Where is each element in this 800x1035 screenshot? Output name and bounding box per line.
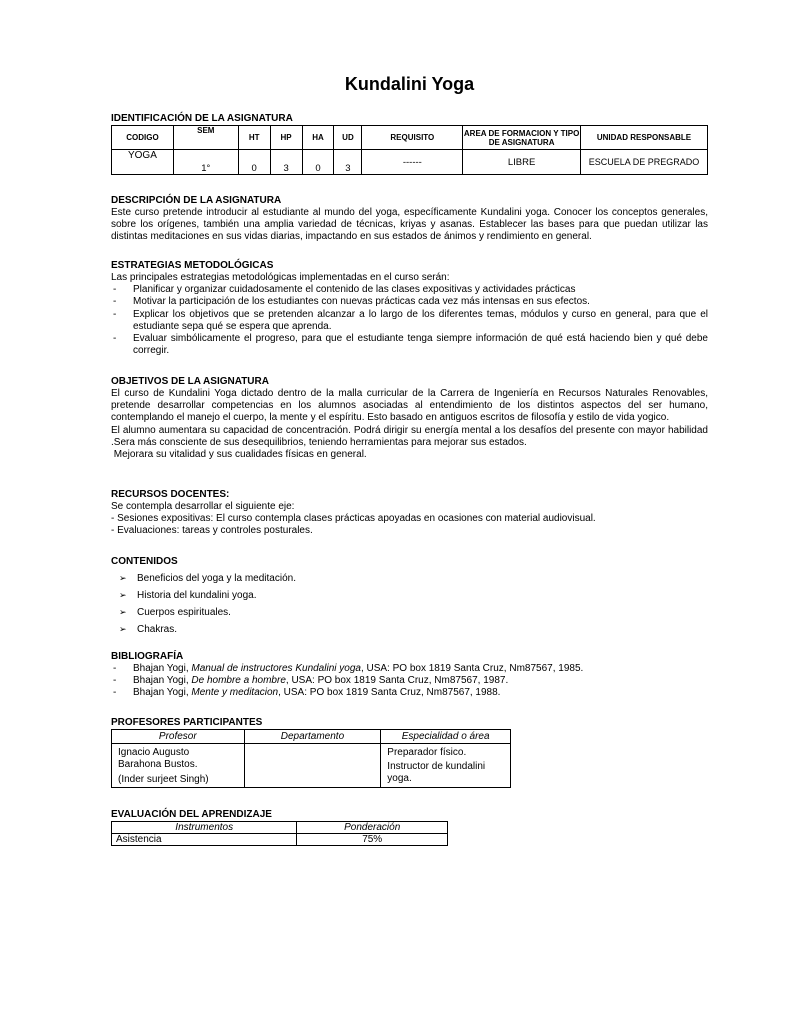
header-ht: HT — [238, 126, 270, 150]
value-ud: 3 — [334, 150, 362, 175]
contenidos-section — [111, 556, 708, 638]
descripcion-heading: DESCRIPCIÓN DE LA ASIGNATURA — [111, 195, 282, 206]
header-ponderacion: Ponderación — [297, 822, 448, 834]
bibliografia-section — [111, 651, 708, 700]
estrategias-heading: ESTRATEGIAS METODOLÓGICAS — [111, 260, 274, 271]
objetivos-heading: OBJETIVOS DE LA ASIGNATURA — [111, 376, 269, 387]
estrategias-intro: Las principales estrategias metodológicas implementadas en el curso serán: — [111, 272, 450, 283]
profesores-table — [111, 729, 511, 788]
estrategias-list — [111, 284, 708, 357]
header-especialidad: Especialidad o área — [381, 730, 511, 744]
evaluacion-section — [111, 809, 708, 846]
reference-publisher: , USA: PO box 1819 Santa Cruz, Nm87567, 1985. — [360, 663, 584, 674]
objetivos-paragraph-3: Mejorara su vitalidad y sus cualidades físicas en general. — [111, 449, 367, 461]
header-ha: HA — [302, 126, 334, 150]
value-ht: 0 — [238, 150, 270, 175]
cell-especialidad — [381, 744, 511, 788]
arrow-bullet-icon: ➢ — [119, 590, 127, 600]
header-requisito: REQUISITO — [362, 126, 463, 150]
especialidad-line: Preparador físico. — [387, 747, 467, 758]
reference-item — [111, 675, 708, 687]
table-row — [112, 834, 448, 846]
value-hp: 3 — [270, 150, 302, 175]
list-item: - Motivar la participación de los estudiantes con nuevas prácticas cada vez más intensas en sus efectos. — [111, 296, 708, 308]
value-unidad-responsable: ESCUELA DE PREGRADO — [580, 150, 707, 175]
objetivos-paragraph-1: El curso de Kundalini Yoga dictado dentro de la malla curricular de la Carrera de Ingeniería en Recursos Naturales Renovables, pretende desarrollar competencias en los alumnos asociadas al entendimiento de los distintos aspectos del ser humano, contemplando el manejo el cuerpo, la mente y el espíritu. Esto basado en antiguos escritos de filosofía y estilo de vida yogico. — [111, 388, 708, 424]
bibliografia-heading: BIBLIOGRAFÍA — [111, 651, 184, 662]
profesores-header-row — [112, 730, 511, 744]
list-item-label: Chakras. — [137, 624, 178, 635]
header-unidad-responsable: UNIDAD RESPONSABLE — [580, 126, 707, 150]
evaluacion-heading: EVALUACIÓN DEL APRENDIZAJE — [111, 809, 272, 820]
profesores-heading: PROFESORES PARTICIPANTES — [111, 717, 263, 728]
value-area-formacion: LIBRE — [463, 150, 581, 175]
list-item-label: Beneficios del yoga y la meditación. — [137, 573, 296, 584]
descripcion-section — [111, 195, 708, 244]
identificacion-header-row — [112, 126, 708, 150]
header-codigo: CODIGO — [112, 126, 174, 150]
recursos-line: Se contempla desarrollar el siguiente eje: — [111, 501, 295, 512]
evaluacion-header-row — [112, 822, 448, 834]
header-area-formacion: AREA DE FORMACION Y TIPO DE ASIGNATURA — [463, 126, 581, 150]
profesor-name-line: (Inder surjeet Singh) — [118, 774, 209, 785]
reference-publisher: , USA: PO box 1819 Santa Cruz, Nm87567, 1987. — [285, 675, 509, 687]
list-item — [119, 621, 708, 638]
header-instrumentos: Instrumentos — [112, 822, 297, 834]
header-ud: UD — [334, 126, 362, 150]
header-profesor: Profesor — [112, 730, 245, 744]
cell-ponderacion: 75% — [297, 834, 448, 846]
cell-instrumento: Asistencia — [112, 834, 297, 846]
list-item: - Planificar y organizar cuidadosamente el contenido de las clases expositivas y actividades prácticas — [111, 284, 708, 296]
page-title: Kundalini Yoga — [344, 74, 475, 94]
value-ha: 0 — [302, 150, 334, 175]
identificacion-value-row — [112, 150, 708, 175]
reference-author: Bhajan Yogi, — [133, 663, 192, 674]
profesores-section — [111, 717, 708, 788]
header-sem: SEM — [173, 126, 238, 150]
arrow-bullet-icon: ➢ — [119, 607, 127, 617]
list-item-label: Cuerpos espirituales. — [137, 607, 231, 618]
arrow-bullet-icon: ➢ — [119, 624, 127, 634]
list-item — [119, 570, 708, 587]
reference-author: Bhajan Yogi, — [133, 687, 192, 699]
identificacion-table — [111, 125, 708, 175]
recursos-section — [111, 489, 708, 538]
value-sem: 1° — [173, 150, 238, 175]
list-item: - Explicar los objetivos que se pretenden alcanzar a lo largo de los diferentes temas, módulos y curso en general, para que el estudiante sepa qué se espera que aprenda. — [111, 309, 708, 333]
especialidad-line: Instructor de kundalini yoga. — [387, 761, 486, 784]
header-departamento: Departamento — [244, 730, 381, 744]
list-item-label: Historia del kundalini yoga. — [137, 590, 257, 601]
reference-publisher: , USA: PO box 1819 Santa Cruz, Nm87567, 1988. — [278, 687, 501, 699]
evaluacion-table — [111, 821, 448, 846]
list-item — [119, 587, 708, 604]
reference-author: Bhajan Yogi, — [133, 675, 192, 687]
recursos-line: - Sesiones expositivas: El curso contempla clases prácticas apoyadas en ocasiones con material audiovisual. — [111, 513, 596, 525]
reference-item — [111, 687, 708, 699]
cell-profesor — [112, 744, 245, 788]
recursos-heading: RECURSOS DOCENTES: — [111, 489, 230, 500]
table-row — [112, 744, 511, 788]
objetivos-paragraph-2: El alumno aumentara su capacidad de concentración. Podrá dirigir su energía mental a los desafíos del presente con mayor habilidad .Sera más consciente de sus desequilibrios, teniendo herramientas para mejorar sus estados. — [111, 424, 708, 448]
reference-title: Mente y meditacion — [191, 687, 279, 699]
reference-title: Manual de instructores Kundalini yoga — [191, 663, 361, 674]
arrow-bullet-icon: ➢ — [119, 573, 127, 583]
contenidos-heading: CONTENIDOS — [111, 556, 178, 567]
value-codigo: YOGA — [112, 150, 174, 175]
list-item: - Evaluar simbólicamente el progreso, para que el estudiante tenga siempre información de qué está haciendo bien y qué debe corregir. — [111, 333, 708, 357]
profesor-name-line: Ignacio Augusto — [118, 747, 190, 758]
profesor-name-line: Barahona Bustos. — [118, 759, 198, 770]
reference-item — [111, 663, 708, 675]
descripcion-text: Este curso pretende introducir al estudiante al mundo del yoga, específicamente Kundalini yoga. Conocer los conceptos generales, sobre los orígenes, también una amplia variedad de técnicas, kriyas y asanas. Establecer las bases para que puedan utilizar las distintas meditaciones en sus vidas diarias, impactando en sus estados de ánimos y rendimiento en general. — [111, 207, 708, 243]
list-item — [119, 604, 708, 621]
bibliografia-list — [111, 663, 708, 700]
identificacion-section — [111, 113, 708, 175]
contenidos-list — [111, 570, 708, 638]
objetivos-section — [111, 376, 708, 461]
reference-title: De hombre a hombre — [191, 675, 286, 687]
estrategias-section — [111, 260, 708, 357]
cell-departamento — [244, 744, 381, 788]
value-requisito: ------ — [362, 150, 463, 175]
header-hp: HP — [270, 126, 302, 150]
identificacion-heading: IDENTIFICACIÓN DE LA ASIGNATURA — [111, 113, 293, 124]
recursos-line: - Evaluaciones: tareas y controles posturales. — [111, 525, 313, 537]
